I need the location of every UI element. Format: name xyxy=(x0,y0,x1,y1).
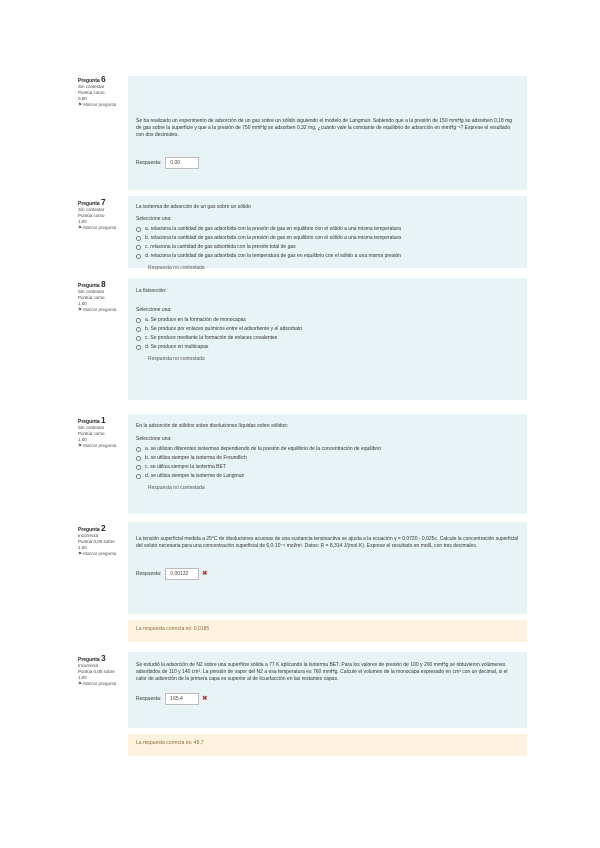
answer-label: Respuesta: xyxy=(136,570,162,577)
question-state: Incorrecta xyxy=(78,663,99,668)
question-card-3 xyxy=(128,652,527,728)
correct-answer-feedback: La respuesta correcta es: 0,0185 xyxy=(128,620,527,642)
question-score: Puntúa 0,00 sobre 1,00 xyxy=(78,539,115,550)
question-state: Sin contestar xyxy=(78,84,105,89)
question-state: Sin contestar xyxy=(78,289,105,294)
answer-status: Respuesta no contestada xyxy=(148,265,205,271)
option-d[interactable]: d. relaciona la cantidad de gas adsorbida con la temperatura de gas en equilibrio con el sólido a una misma presión xyxy=(136,253,519,260)
flag-question-link[interactable]: ⚑ Marcar pregunta xyxy=(78,307,117,312)
question-info-8 xyxy=(78,282,126,313)
option-d[interactable]: d. Se produce en multicapas xyxy=(136,344,519,351)
radio-button[interactable] xyxy=(136,336,141,341)
answer-status: Respuesta no contestada xyxy=(148,485,205,491)
option-c[interactable]: c. se utiliza siempre la isoterma BET xyxy=(136,464,519,471)
option-a[interactable]: a. Se produce en la formación de monocapas xyxy=(136,317,519,324)
radio-button[interactable] xyxy=(136,447,141,452)
answer-input[interactable]: 0,00 xyxy=(165,157,199,169)
radio-button[interactable] xyxy=(136,345,141,350)
answer-input[interactable]: 165,4 xyxy=(165,693,199,705)
answer-label: Respuesta: xyxy=(136,159,162,166)
incorrect-icon: ✖ xyxy=(202,695,208,702)
question-text: En la adsorción de sólidos sobre disoluciones líquidas sobre sólidos: xyxy=(136,423,289,429)
question-score: Puntúa como 1,00 xyxy=(78,431,105,442)
select-one-label: Seleccione una: xyxy=(136,436,172,442)
incorrect-icon: ✖ xyxy=(202,570,208,577)
select-one-label: Seleccione una: xyxy=(136,216,172,222)
answer-row xyxy=(136,693,519,705)
question-number: Pregunta 1 xyxy=(78,416,106,425)
radio-button[interactable] xyxy=(136,245,141,250)
question-info-1 xyxy=(78,418,126,449)
question-text: La tensión superficial medida a 25°C de disoluciones acuosas de una sustancia tensioactiva se ajusta a la ecuación γ = 0,0720 - 0,025c. Calcule la concentración superficial del soluto necesaria para una concentración superficial de 6,0·10⁻⁶ mol/m². Datos: R = 8,314 J/(mol·K). Exprese el resultado en mol/L con tres decimales. xyxy=(136,536,519,549)
option-d[interactable]: d. se utiliza siempre la isoterma de Langmuir xyxy=(136,473,519,480)
answer-row xyxy=(136,157,519,169)
question-number: Pregunta 6 xyxy=(78,75,106,84)
question-text: La fisisorción: xyxy=(136,288,167,294)
question-state: Sin contestar xyxy=(78,425,105,430)
question-card-2 xyxy=(128,522,527,614)
question-info-7 xyxy=(78,200,126,231)
question-card-6 xyxy=(128,76,527,190)
question-number: Pregunta 8 xyxy=(78,280,106,289)
radio-button[interactable] xyxy=(136,474,141,479)
option-a[interactable]: a. relaciona la cantidad de gas adsorbida con la presión de gas en equilibrio con el sólido a una misma temperatura xyxy=(136,226,519,233)
radio-button[interactable] xyxy=(136,227,141,232)
question-card-1 xyxy=(128,414,527,514)
option-b[interactable]: b. se utiliza siempre la isoterma de Freundlich xyxy=(136,455,519,462)
flag-question-link[interactable]: ⚑ Marcar pregunta xyxy=(78,551,117,556)
radio-button[interactable] xyxy=(136,236,141,241)
question-card-7 xyxy=(128,196,527,271)
option-c[interactable]: c. Se produce mediante la formación de enlaces covalentes xyxy=(136,335,519,342)
question-state: Sin contestar xyxy=(78,207,105,212)
radio-button[interactable] xyxy=(136,254,141,259)
question-number: Pregunta 2 xyxy=(78,524,106,533)
correct-answer-feedback: La respuesta correcta es: 48,7 xyxy=(128,734,527,756)
radio-button[interactable] xyxy=(136,456,141,461)
radio-button[interactable] xyxy=(136,327,141,332)
question-number: Pregunta 3 xyxy=(78,654,106,663)
radio-button[interactable] xyxy=(136,465,141,470)
question-score: Puntúa como 1,00 xyxy=(78,295,105,306)
answer-input[interactable]: 0,00132 xyxy=(165,568,199,580)
question-score: Puntúa como 1,00 xyxy=(78,213,105,224)
radio-button[interactable] xyxy=(136,318,141,323)
answer-row xyxy=(136,568,519,580)
question-info-3 xyxy=(78,656,126,687)
option-b[interactable]: b. relaciona la cantidad de gas adsorbida con la presión de gas en equilibrio con el sólido a una misma temperatura xyxy=(136,235,519,242)
question-state: Incorrecta xyxy=(78,533,99,538)
answer-status: Respuesta no contestada xyxy=(148,356,205,362)
flag-question-link[interactable]: ⚑ Marcar pregunta xyxy=(78,102,117,107)
flag-question-link[interactable]: ⚑ Marcar pregunta xyxy=(78,681,117,686)
option-b[interactable]: b. Se produce por enlaces químicos entre el adsorbente y el adsorbato xyxy=(136,326,519,333)
flag-question-link[interactable]: ⚑ Marcar pregunta xyxy=(78,225,117,230)
question-score: Puntúa 0,00 sobre 1,00 xyxy=(78,669,115,680)
question-number: Pregunta 7 xyxy=(78,198,106,207)
question-info-6 xyxy=(78,77,126,108)
question-info-2 xyxy=(78,526,126,557)
question-text: Se ha realizado un experimento de adsorción de un gas sobre un sólido siguiendo el modelo de Langmuir. Sabiendo que a la presión de 150 mmHg se adsorben 0,18 mg de gas sobre la superficie y que a la presión de 750 mmHg se adsorben 0,32 mg, ¿cuánto vale la constante de equilibrio de adsorción en mmHg⁻¹? Exprese el resultado con dos decimales. xyxy=(136,118,513,138)
flag-question-link[interactable]: ⚑ Marcar pregunta xyxy=(78,443,117,448)
question-card-8 xyxy=(128,278,527,400)
question-score: Puntúa como 0,00 xyxy=(78,90,105,101)
question-text: Se estudió la adsorción de N2 sobre una superficie sólida a 77 K aplicando la isoterma BET. Para los valores de presión de 100 y 200 mmHg se obtuvieron volúmenes adsorbidos de 110 y 140 cm³. La presión de vapor del N2 a esa temperatura es 760 mmHg. Calcule el volumen de la monocapa expresado en cm³ con un decimal, si el calor de adsorción de la primera capa es superior al de licuefacción en las restantes capas. xyxy=(136,662,508,682)
answer-label: Respuesta: xyxy=(136,695,162,702)
option-a[interactable]: a. se utilizan diferentes isotermas dependiendo de la presión de equilibrio de la concentración de equilibrio xyxy=(136,446,519,453)
select-one-label: Seleccione una: xyxy=(136,307,172,313)
option-c[interactable]: c. relaciona la cantidad de gas adsorbida con la presión total de gas xyxy=(136,244,519,251)
question-text: La isoterma de adsorción de un gas sobre un sólido xyxy=(136,204,251,210)
